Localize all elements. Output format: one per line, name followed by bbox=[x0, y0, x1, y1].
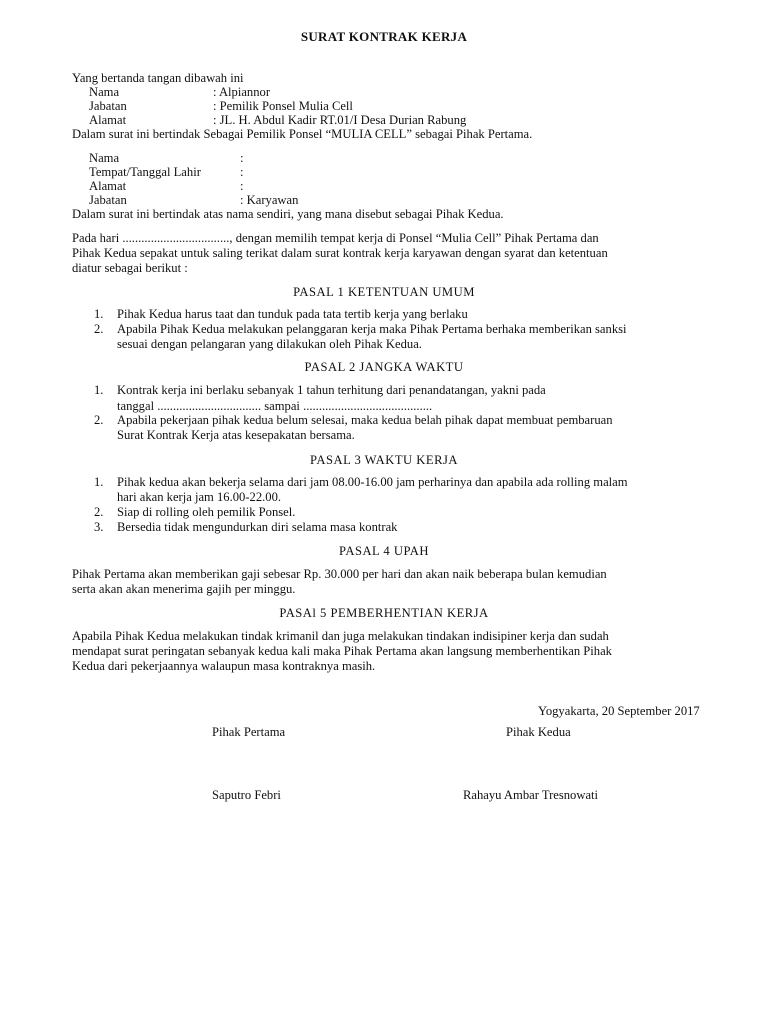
pasal1-item-1: Pihak Kedua harus taat dan tunduk pada tata tertib kerja yang berlaku bbox=[117, 307, 468, 321]
pasal1-item-2-cont: sesuai dengan pelangaran yang dilakukan oleh Pihak Kedua. bbox=[117, 337, 422, 351]
party2-name-value: : bbox=[240, 151, 244, 165]
pasal3-item-1: Pihak kedua akan bekerja selama dari jam 08.00-16.00 jam perharinya dan apabila ada rolling malam bbox=[117, 475, 628, 489]
party1-position-label: Jabatan bbox=[89, 99, 127, 113]
party1-address-label: Alamat bbox=[89, 113, 127, 127]
list-number: 1. bbox=[94, 307, 104, 321]
pasal4-text: Pihak Pertama akan memberikan gaji sebesar Rp. 30.000 per hari dan akan naik beberapa bulan kemudian bbox=[72, 567, 607, 581]
document-title: SURAT KONTRAK KERJA bbox=[300, 29, 468, 44]
party2-statement: Dalam surat ini bertindak atas nama sendiri, yang mana disebut sebagai Pihak Kedua. bbox=[72, 207, 504, 221]
party2-birth-value: : bbox=[240, 165, 244, 179]
party2-birth-label: Tempat/Tanggal Lahir bbox=[89, 165, 201, 179]
pasal1-heading: PASAL 1 KETENTUAN UMUM bbox=[293, 285, 475, 299]
list-number: 2. bbox=[94, 413, 104, 427]
pasal5-text-cont: mendapat surat peringatan sebanyak kedua kali maka Pihak Pertama akan langsung memberhentikan Pihak bbox=[72, 644, 612, 658]
list-number: 1. bbox=[94, 383, 104, 397]
place-date: Yogyakarta, 20 September 2017 bbox=[538, 704, 700, 718]
pasal2-item-2: Apabila pekerjaan pihak kedua belum selesai, maka kedua belah pihak dapat membuat pembaruan bbox=[117, 413, 613, 427]
preamble-line: diatur sebagai berikut : bbox=[72, 261, 188, 275]
pasal3-item-1-cont: hari akan kerja jam 16.00-22.00. bbox=[117, 490, 282, 504]
party1-name-value: : Alpiannor bbox=[213, 85, 271, 99]
party2-address-label: Alamat bbox=[89, 179, 127, 193]
pasal3-item-3: Bersedia tidak mengundurkan diri selama masa kontrak bbox=[117, 520, 398, 534]
list-number: 2. bbox=[94, 322, 104, 336]
party1-name-label: Nama bbox=[89, 85, 120, 99]
list-number: 1. bbox=[94, 475, 104, 489]
party1-position-value: : Pemilik Ponsel Mulia Cell bbox=[213, 99, 353, 113]
second-party-label: Pihak Kedua bbox=[506, 725, 571, 739]
pasal2-item-1-cont: tanggal ................................. sampai ......................................... bbox=[117, 399, 433, 413]
party1-address-value: : JL. H. Abdul Kadir RT.01/I Desa Durian Rabung bbox=[213, 113, 467, 127]
preamble-line: Pada hari .................................., dengan memilih tempat kerja di Ponsel “Mulia Cell” Pihak Pertama dan bbox=[72, 231, 599, 245]
preamble-line: Pihak Kedua sepakat untuk saling terikat dalam surat kontrak kerja karyawan dengan syarat dan ketentuan bbox=[72, 246, 608, 260]
first-party-signatory: Saputro Febri bbox=[212, 788, 281, 802]
pasal2-heading: PASAL 2 JANGKA WAKTU bbox=[304, 360, 464, 374]
pasal1-item-2: Apabila Pihak Kedua melakukan pelanggaran kerja maka Pihak Pertama berhaka memberikan sanksi bbox=[117, 322, 627, 336]
pasal3-heading: PASAL 3 WAKTU KERJA bbox=[310, 453, 458, 467]
list-number: 2. bbox=[94, 505, 104, 519]
pasal5-heading: PASAl 5 PEMBERHENTIAN KERJA bbox=[279, 606, 489, 620]
pasal4-heading: PASAL 4 UPAH bbox=[339, 544, 429, 558]
party1-statement: Dalam surat ini bertindak Sebagai Pemilik Ponsel “MULIA CELL” sebagai Pihak Pertama. bbox=[72, 127, 533, 141]
intro-text: Yang bertanda tangan dibawah ini bbox=[72, 71, 244, 85]
list-number: 3. bbox=[94, 520, 104, 534]
party2-position-label: Jabatan bbox=[89, 193, 127, 207]
first-party-label: Pihak Pertama bbox=[212, 725, 286, 739]
second-party-signatory: Rahayu Ambar Tresnowati bbox=[463, 788, 599, 802]
pasal3-item-2: Siap di rolling oleh pemilik Ponsel. bbox=[117, 505, 296, 519]
party2-address-value: : bbox=[240, 179, 244, 193]
pasal5-text-cont: Kedua dari pekerjaannya walaupun masa kontraknya masih. bbox=[72, 659, 376, 673]
party2-name-label: Nama bbox=[89, 151, 120, 165]
pasal2-item-2-cont: Surat Kontrak Kerja atas kesepakatan bersama. bbox=[117, 428, 355, 442]
party2-position-value: : Karyawan bbox=[240, 193, 299, 207]
pasal2-item-1: Kontrak kerja ini berlaku sebanyak 1 tahun terhitung dari penandatangan, yakni pada bbox=[117, 383, 546, 397]
pasal4-text-cont: serta akan akan menerima gajih per minggu. bbox=[72, 582, 296, 596]
pasal5-text: Apabila Pihak Kedua melakukan tindak krimanil dan juga melakukan tindakan indisipiner kerja dan sudah bbox=[72, 629, 609, 643]
